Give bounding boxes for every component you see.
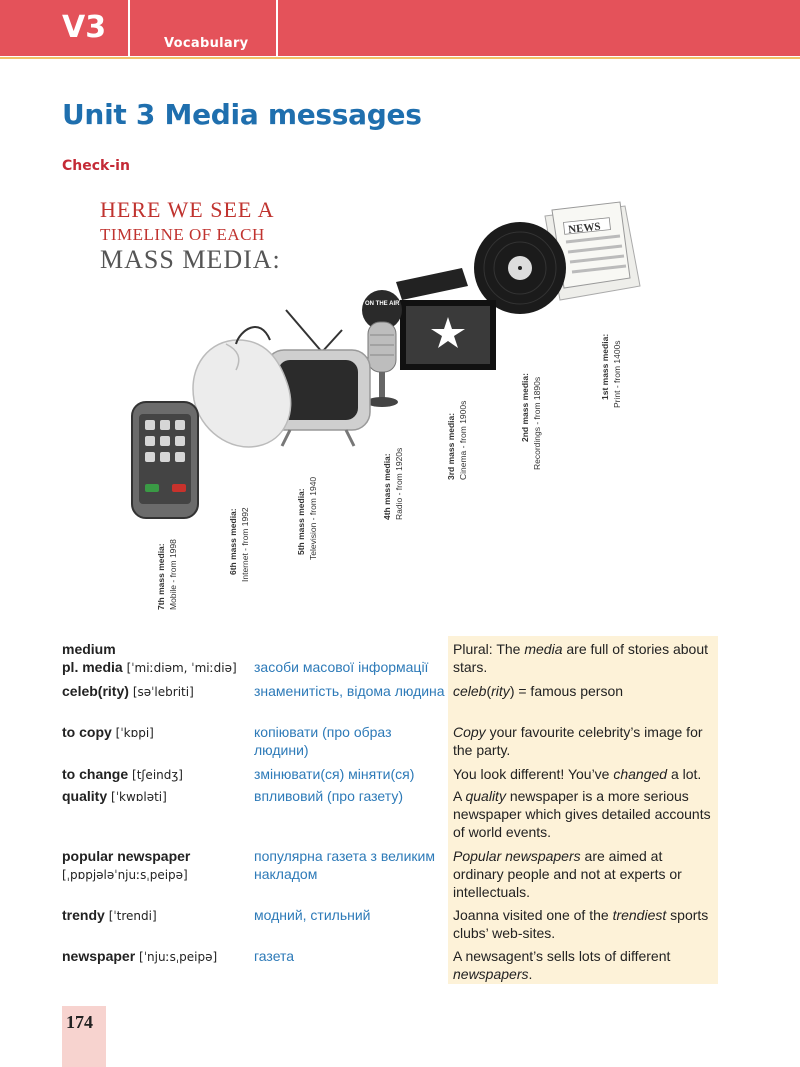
translation: знаменитість, відома людина bbox=[254, 683, 445, 699]
term: to change bbox=[62, 766, 129, 782]
term: to copy bbox=[62, 724, 112, 740]
timeline-heading-line-1: HERE WE SEE A bbox=[100, 197, 275, 222]
timeline-label-7-sub: Mobile - from 1998 bbox=[168, 539, 178, 610]
translation: модний, стильний bbox=[254, 907, 371, 923]
timeline-label-2-sub: Recordings - from 1890s bbox=[532, 376, 542, 470]
section-code: V3 bbox=[0, 0, 130, 56]
pronunciation: [səˈlebriti] bbox=[132, 685, 194, 699]
pronunciation: [ˈkɒpi] bbox=[115, 726, 154, 740]
timeline-label-3-title: 3rd mass media: bbox=[446, 412, 456, 480]
pronunciation: [ˈmiːdiəm, ˈmiːdiə] bbox=[126, 661, 237, 675]
timeline-label-4-sub: Radio - from 1920s bbox=[394, 447, 404, 520]
page-title: Unit 3 Media messages bbox=[62, 98, 422, 131]
example: A quality newspaper is a more serious newspaper which gives detailed accounts of world events. bbox=[453, 788, 711, 840]
computer-mouse-icon bbox=[193, 327, 291, 447]
section-label: Vocabulary bbox=[132, 0, 278, 56]
on-air-sign: ON THE AIR bbox=[365, 301, 400, 307]
translation: змінювати(ся) міняти(ся) bbox=[254, 766, 415, 782]
term: newspaper bbox=[62, 948, 136, 964]
pronunciation: [ˈtrendi] bbox=[108, 909, 157, 923]
translation: засоби масової інформації bbox=[254, 659, 429, 675]
pronunciation: [ˈkwɒləti] bbox=[111, 790, 167, 804]
timeline-label-3-sub: Cinema - from 1900s bbox=[458, 400, 468, 480]
check-in-heading: Check-in bbox=[62, 158, 130, 174]
translation: популярна газета з великим накладом bbox=[254, 848, 435, 882]
timeline-label-5-sub: Television - from 1940 bbox=[308, 476, 318, 560]
example: Joanna visited one of the trendiest sports clubs’ web-sites. bbox=[453, 907, 709, 941]
pronunciation: [ˌpɒpjələˈnjuːsˌpeipə] bbox=[62, 868, 188, 882]
timeline-label-5-title: 5th mass media: bbox=[296, 488, 306, 555]
example: Plural: The media are full of stories about stars. bbox=[453, 641, 709, 675]
term: celeb(rity) bbox=[62, 683, 129, 699]
example: Popular newspapers are aimed at ordinary people and not at experts or intellectuals. bbox=[453, 848, 682, 900]
timeline-heading-line-3: MASS MEDIA: bbox=[100, 245, 281, 274]
example: celeb(rity) = famous person bbox=[453, 683, 624, 699]
example: You look different! You’ve changed a lot. bbox=[453, 766, 702, 782]
pronunciation: [ˈnjuːsˌpeipə] bbox=[139, 950, 218, 964]
timeline-label-7-title: 7th mass media: bbox=[156, 543, 166, 610]
mass-media-timeline-illustration bbox=[90, 190, 670, 620]
news-sign: NEWS bbox=[567, 220, 602, 236]
timeline-label-4-title: 4th mass media: bbox=[382, 453, 392, 520]
page-number: 174 bbox=[66, 1012, 93, 1032]
header-divider bbox=[0, 57, 800, 59]
timeline-label-6-title: 6th mass media: bbox=[228, 508, 238, 575]
timeline-label-1-sub: Print - from 1400s bbox=[612, 340, 622, 408]
term: popular newspaper bbox=[62, 848, 191, 864]
timeline-label-1-title: 1st mass media: bbox=[600, 333, 610, 400]
term: medium bbox=[62, 641, 116, 657]
example: A newsagent’s sells lots of different newspapers. bbox=[453, 948, 671, 982]
mobile-phone-icon bbox=[132, 402, 198, 518]
example: Copy your favourite celebrity’s image for the party. bbox=[453, 724, 703, 758]
timeline-heading-line-2: TIMELINE OF EACH bbox=[100, 225, 265, 244]
translation: газета bbox=[254, 948, 295, 964]
term: quality bbox=[62, 788, 108, 804]
timeline-label-2-title: 2nd mass media: bbox=[520, 373, 530, 442]
translation: впливовий (про газету) bbox=[254, 788, 403, 804]
pronunciation: [tʃeindʒ] bbox=[132, 768, 183, 782]
timeline-label-6-sub: Internet - from 1992 bbox=[240, 507, 250, 582]
term: trendy bbox=[62, 907, 105, 923]
term-plural: pl. media bbox=[62, 659, 123, 675]
translation: копіювати (про образ людини) bbox=[254, 724, 392, 758]
